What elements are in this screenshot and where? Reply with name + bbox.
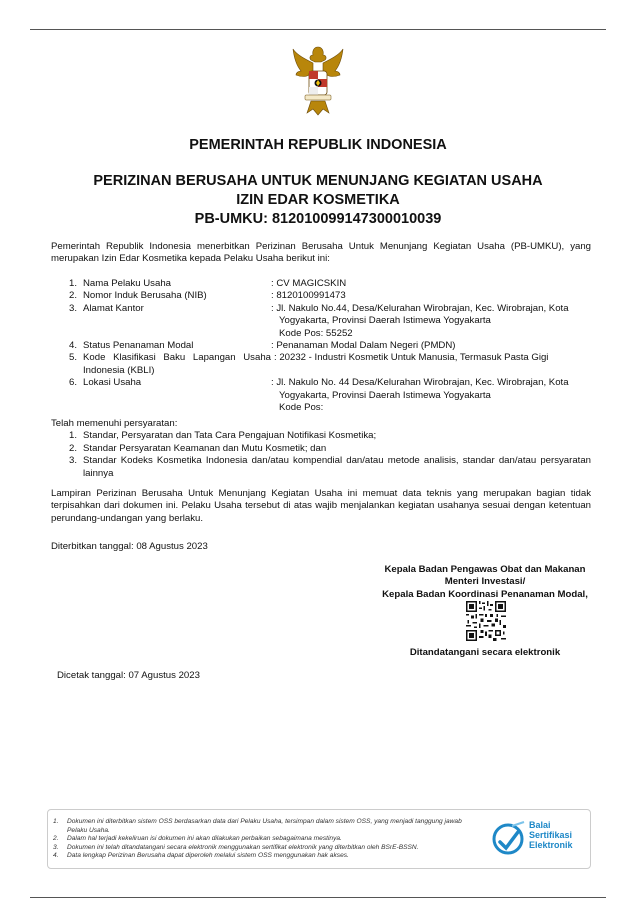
footnote-number: 4. xyxy=(53,852,59,860)
footnote-item xyxy=(53,844,485,853)
detail-number: 6. xyxy=(68,377,77,389)
requirements-intro: Telah memenuhi persyaratan: xyxy=(51,418,178,429)
detail-label: Nama Pelaku Usaha xyxy=(83,278,171,289)
detail-label: Nomor Induk Berusaha (NIB) xyxy=(83,290,207,302)
footnote-number: 3. xyxy=(53,843,59,851)
title-line-3: PB-UMKU: 812010099147300010039 xyxy=(194,211,442,227)
intro-paragraph: Pemerintah Republik Indonesia menerbitkan Perizinan Berusaha Untuk Menunjang Kegiatan Usaha (PB-UMKU), yang merupakan Izin Edar Kosmetika kepada Pelaku Usaha berikut ini: xyxy=(51,241,591,265)
requirement-item xyxy=(51,430,591,442)
detail-label: Status Penanaman Modal xyxy=(83,340,194,352)
bsre-text-line: Sertifikasi xyxy=(529,830,573,840)
detail-label: Alamat Kantor xyxy=(83,302,144,314)
detail-value: : Penanaman Modal Dalam Negeri (PMDN) xyxy=(271,340,456,352)
top-rule xyxy=(30,29,606,30)
government-heading: PEMERINTAH REPUBLIK INDONESIA xyxy=(189,137,447,153)
detail-row xyxy=(51,377,591,414)
requirement-item xyxy=(51,455,591,480)
footnote-text xyxy=(67,818,462,835)
detail-label: Kode Klasifikasi Baku Lapangan Usaha xyxy=(83,352,271,364)
requirement-item xyxy=(51,443,591,455)
detail-row xyxy=(51,303,591,340)
footnote-text: Dalam hal terjadi kekeliruan isi dokumen ini akan dilakukan perbaikan sebagaimana mestinya. xyxy=(67,835,342,843)
detail-value-line: Kode Pos: 55252 xyxy=(279,327,353,339)
detail-value: : CV MAGICSKIN xyxy=(271,278,347,289)
document-title xyxy=(0,172,636,229)
detail-row xyxy=(51,340,591,352)
signatory-line: Menteri Investasi/ xyxy=(444,576,526,588)
requirement-number: 3. xyxy=(68,455,77,467)
detail-label: Lokasi Usaha xyxy=(83,377,142,389)
detail-number: 1. xyxy=(68,278,77,289)
footnote-line: Pelaku Usaha. xyxy=(67,826,110,834)
signatory-block xyxy=(370,564,600,601)
printed-date: Dicetak tanggal: 07 Agustus 2023 xyxy=(57,670,200,681)
detail-value-line: Yogyakarta, Provinsi Daerah Istimewa Yogyakarta xyxy=(279,315,491,327)
detail-value: : 8120100991473 xyxy=(271,290,346,302)
detail-row-continuation xyxy=(51,365,591,377)
detail-number: 5. xyxy=(68,352,77,364)
footnotes-list xyxy=(53,818,485,861)
footnote-item xyxy=(53,835,485,844)
footnote-line: Dokumen ini diterbitkan sistem OSS berdasarkan data dari Pelaku Usaha, tersimpan dalam sistem OSS, yang menjadi tanggung jawab xyxy=(67,818,462,825)
requirement-text: Standar, Persyaratan dan Tata Cara Pengajuan Notifikasi Kosmetika; xyxy=(83,430,377,442)
footnote-item xyxy=(53,818,485,835)
requirement-number: 2. xyxy=(68,442,77,454)
footnote-number: 2. xyxy=(53,835,59,843)
title-line-1: PERIZINAN BERUSAHA UNTUK MENUNJANG KEGIATAN USAHA xyxy=(93,173,543,189)
requirement-text: Standar Persyaratan Keamanan dan Mutu Kosmetik; dan xyxy=(83,442,327,454)
footnote-item xyxy=(53,852,485,861)
detail-row xyxy=(51,278,591,290)
issued-date: Diterbitkan tanggal: 08 Agustus 2023 xyxy=(51,541,208,552)
title-line-2: IZIN EDAR KOSMETIKA xyxy=(236,192,400,208)
requirement-number: 1. xyxy=(68,430,77,442)
detail-row xyxy=(51,352,591,364)
garuda-emblem-icon xyxy=(291,43,345,119)
business-details-list xyxy=(51,278,591,414)
bsre-text-line: Balai xyxy=(529,820,551,830)
attachment-note: Lampiran Perizinan Berusaha Untuk Menunjang Kegiatan Usaha ini memuat data teknis yang merupakan bagian tidak terpisahkan dari dokumen ini. Pelaku Usaha tersebut di atas wajib menjalankan kegiatan usahanya sesuai dengan ketentuan perundang-undangan yang berlaku. xyxy=(51,488,591,524)
requirement-text: Standar Kodeks Kosmetika Indonesia dan/atau kompendial dan/atau metode analisis, standar dan/atau persyaratan lainnya xyxy=(83,455,591,479)
detail-value-line: : Jl. Nakulo No.44, Desa/Kelurahan Wirobrajan, Kec. Wirobrajan, Kota xyxy=(271,302,569,314)
detail-row xyxy=(51,290,591,302)
detail-value xyxy=(271,377,591,414)
signatory-line: Kepala Badan Koordinasi Penanaman Modal, xyxy=(382,588,588,600)
qr-code-icon xyxy=(466,601,506,641)
bsre-logo-text xyxy=(529,820,573,850)
detail-value-line: Yogyakarta, Provinsi Daerah Istimewa Yogyakarta xyxy=(279,389,491,401)
requirements-section xyxy=(51,418,591,480)
signatory-line: Kepala Badan Pengawas Obat dan Makanan xyxy=(384,564,586,575)
detail-value-line: Kode Pos: xyxy=(279,402,324,414)
footnote-text: Data lengkap Perizinan Berusaha dapat diperoleh melalui sistem OSS menggunakan hak akses. xyxy=(67,852,349,860)
detail-number: 4. xyxy=(68,340,77,352)
detail-number: 2. xyxy=(68,290,77,302)
detail-value-line: : Jl. Nakulo No. 44 Desa/Kelurahan Wirobrajan, Kec. Wirobrajan, Kota xyxy=(271,377,569,389)
electronic-signature-note: Ditandatangani secara elektronik xyxy=(409,647,561,658)
bsre-text-line: Elektronik xyxy=(529,840,573,850)
detail-value: : 20232 - Industri Kosmetik Untuk Manusia, Termasuk Pasta Gigi xyxy=(274,352,549,364)
footnote-number: 1. xyxy=(53,818,59,825)
detail-value xyxy=(271,303,591,340)
detail-number: 3. xyxy=(68,302,77,314)
detail-label: Indonesia (KBLI) xyxy=(83,364,155,376)
footnote-text: Dokumen ini telah ditandatangani secara elektronik menggunakan sertifikat elektronik yang diterbitkan oleh BSrE-BSSN. xyxy=(67,843,419,851)
bottom-rule xyxy=(30,897,606,898)
